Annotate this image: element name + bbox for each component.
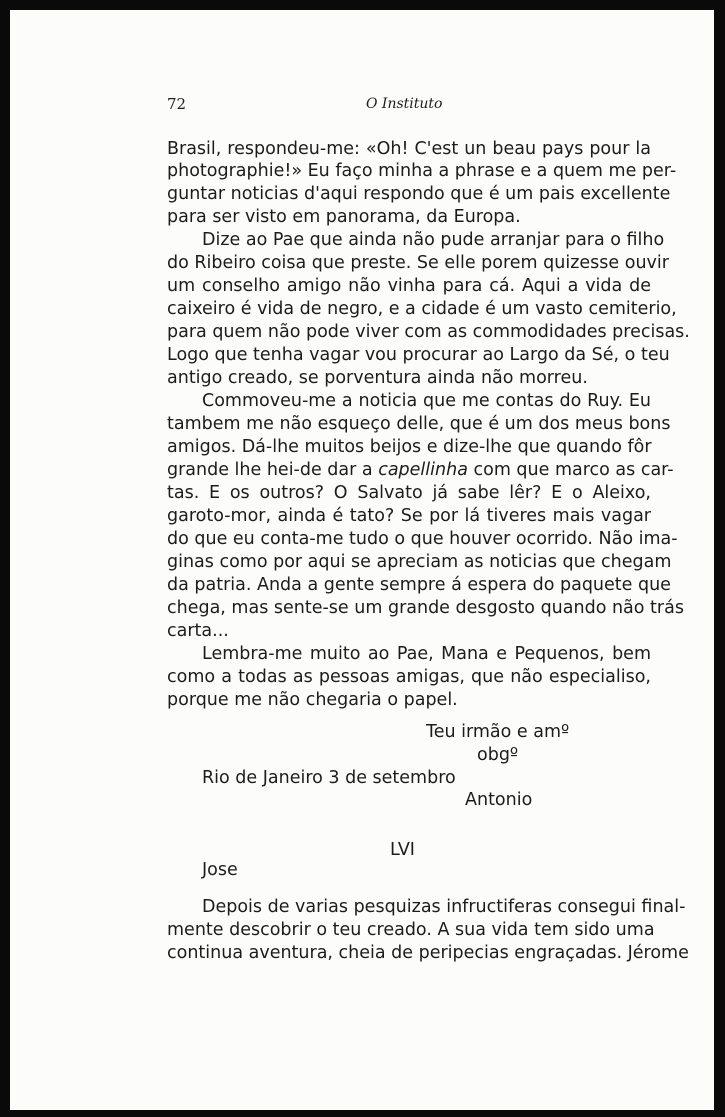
text-line: caixeiro é vida de negro, e a cidade é um vasto cemiterio, [167, 299, 677, 319]
text-line: antigo creado, se porventura ainda não morreu. [167, 368, 588, 388]
text-line: um conselho amigo não vinha para cá. Aqui a vida de [167, 276, 651, 296]
text-line: carta... [167, 621, 229, 641]
letter-number: LVI [390, 840, 415, 860]
text-line: da patria. Anda a gente sempre á espera do paquete que [167, 575, 671, 595]
text-line: garoto-mor, ainda é tato? Se por lá tiveres mais vagar [167, 506, 651, 526]
book-page [10, 10, 714, 1110]
text-line: como a todas as pessoas amigas, que não especialiso, [167, 667, 651, 687]
text-line: ginas como por aqui se apreciam as noticias que chegam [167, 552, 672, 572]
text-line: Dize ao Pae que ainda não pude arranjar para o filho [202, 230, 665, 250]
text-line: Lembra-me muito ao Pae, Mana e Pequenos, bem [202, 644, 651, 664]
text-line: photographie!» Eu faço minha a phrase e a quem me per- [167, 161, 677, 181]
page-number: 72 [167, 95, 187, 113]
text-line: chega, mas sente-se um grande desgosto quando não trás [167, 598, 684, 618]
text-line [167, 459, 674, 481]
text-line: para quem não pode viver com as commodidades precisas. [167, 322, 690, 342]
running-title: O Instituto [366, 96, 443, 112]
text-line: Commoveu-me a noticia que me contas do Ruy. Eu [202, 391, 651, 411]
text-line: Logo que tenha vagar vou procurar ao Largo da Sé, o teu [167, 345, 670, 365]
place-date: Rio de Janeiro 3 de setembro [202, 768, 456, 788]
text-line: do Ribeiro coisa que preste. Se elle porem quizesse ouvir [167, 253, 669, 273]
text-line: para ser visto em panorama, da Europa. [167, 207, 521, 227]
text-fragment: grande lhe hei-de dar a [167, 460, 379, 480]
text-line: guntar noticias d'aqui respondo que é um pais excellente [167, 184, 671, 204]
text-line: tambem me não esqueço delle, que é um dos meus bons [167, 414, 671, 434]
text-line: tas. E os outros? O Salvato já sabe lêr? E o Aleixo, [167, 483, 651, 503]
text-line: porque me não chegaria o papel. [167, 690, 458, 710]
text-line: Brasil, respondeu-me: «Oh! C'est un beau pays pour la [167, 139, 651, 159]
text-line: do que eu conta-me tudo o que houver ocorrido. Não ima- [167, 529, 678, 549]
text-line: Depois de varias pesquizas infructiferas consegui final- [202, 897, 686, 917]
text-line: continua aventura, cheia de peripecias engraçadas. Jérome [167, 943, 689, 963]
text-line: mente descobrir o teu creado. A sua vida tem sido uma [167, 920, 655, 940]
text-line: amigos. Dá-lhe muitos beijos e dize-lhe que quando fôr [167, 437, 652, 457]
signature: Antonio [465, 790, 533, 810]
italic-word: capellinha [378, 460, 468, 480]
text-fragment: com que marco as car- [467, 460, 674, 480]
addressee: Jose [202, 860, 238, 880]
closing-salutation: Teu irmão e amº [426, 722, 570, 742]
closing-salutation: obgº [477, 745, 519, 765]
